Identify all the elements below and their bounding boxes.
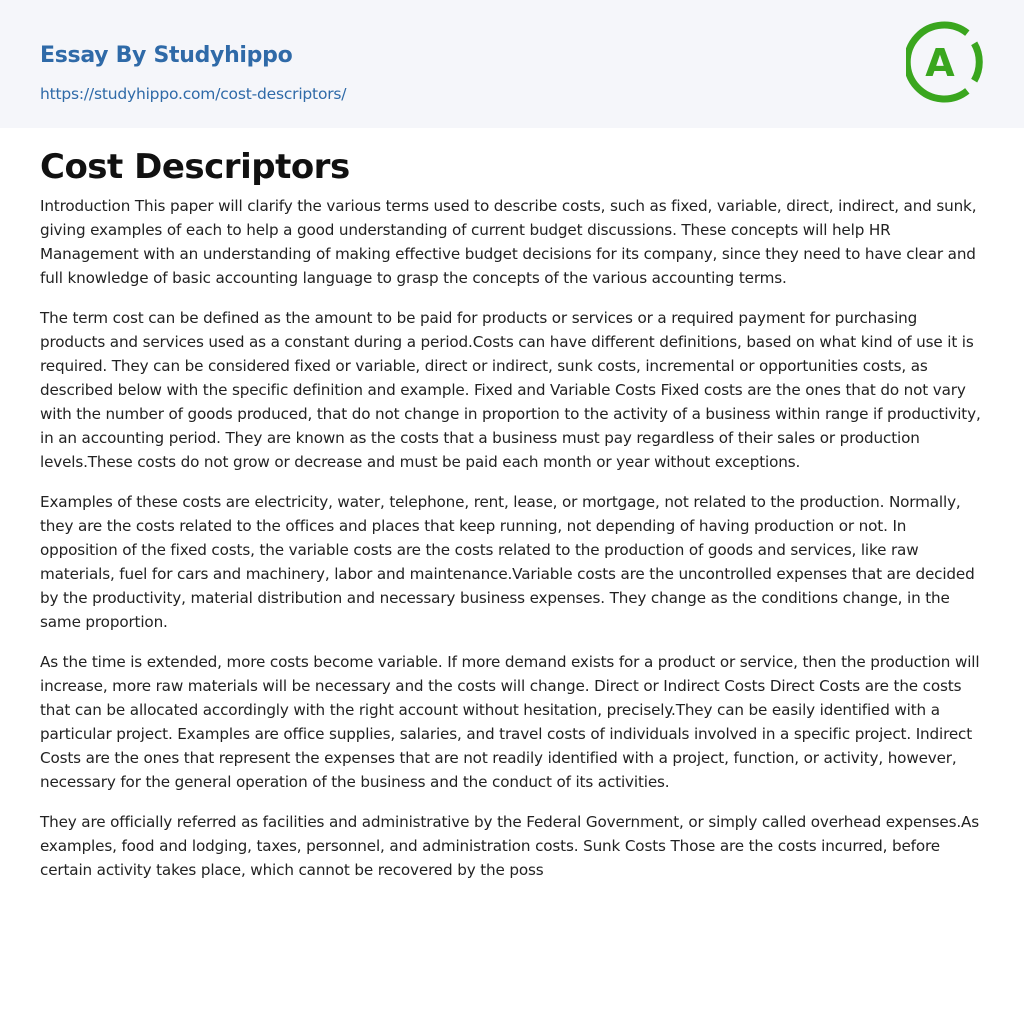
article-paragraph: Introduction This paper will clarify the various terms used to describe costs, such as fixed, variable, direct, indirect, and sunk, giving examples of each to help a good understanding of current budget discussions. These concepts will help HR Management with an understanding of making effective budget decisions for its company, since they need to have clear and full knowledge of basic accounting language to grasp the concepts of the various accounting terms.: [40, 197, 977, 287]
article-paragraph: The term cost can be defined as the amount to be paid for products or services or a required payment for purchasing products and services used as a constant during a period.Costs can have different definitions, based on what kind of use it is required. They can be considered fixed or variable, direct or indirect, sunk costs, incremental or opportunities costs, as described below with the specific definition and example. Fixed and Variable Costs Fixed costs are the ones that do not vary with the number of goods produced, that do not change in proportion to the activity of a business within range if productivity, in an accounting period. They are known as the costs that a business must pay regardless of their sales or production levels.These costs do not grow or decrease and must be paid each month or year without exceptions.: [40, 309, 981, 471]
brand-title: Essay By Studyhippo: [40, 43, 293, 68]
article-paragraph: As the time is extended, more costs become variable. If more demand exists for a product or service, then the production will increase, more raw materials will be necessary and the costs will change. Direct or Indirect Costs Direct Costs are the costs that can be allocated accordingly with the right account without hesitation, precisely.They can be easily identified with a particular project. Examples are office supplies, salaries, and travel costs of individuals involved in a specific project. Indirect Costs are the ones that represent the expenses that are not readily identified with a project, function, or activity, however, necessary for the general operation of the business and the conduct of its activities.: [40, 653, 980, 791]
studyhippo-logo-icon[interactable]: [906, 18, 990, 106]
page-url-link[interactable]: https://studyhippo.com/cost-descriptors/: [40, 85, 347, 103]
article-body: [40, 194, 984, 898]
logo-letter: A: [925, 41, 955, 85]
logo-ring-right: [974, 43, 979, 80]
article-paragraph: Examples of these costs are electricity, water, telephone, rent, lease, or mortgage, not related to the production. Normally, they are the costs related to the offices and places that keep running, not depending of having production or not. In opposition of the fixed costs, the variable costs are the costs related to the production of goods and services, like raw materials, fuel for cars and machinery, labor and maintenance.Variable costs are the uncontrolled expenses that are decided by the productivity, material distribution and necessary business expenses. They change as the conditions change, in the same proportion.: [40, 493, 975, 631]
article-paragraph: They are officially referred as facilities and administrative by the Federal Government, or simply called overhead expenses.As examples, food and lodging, taxes, personnel, and administration costs. Sunk Costs Those are the costs incurred, before certain activity takes place, which cannot be recovered by the poss: [40, 813, 980, 879]
site-header: [0, 0, 1024, 128]
page-title: Cost Descriptors: [40, 147, 350, 187]
